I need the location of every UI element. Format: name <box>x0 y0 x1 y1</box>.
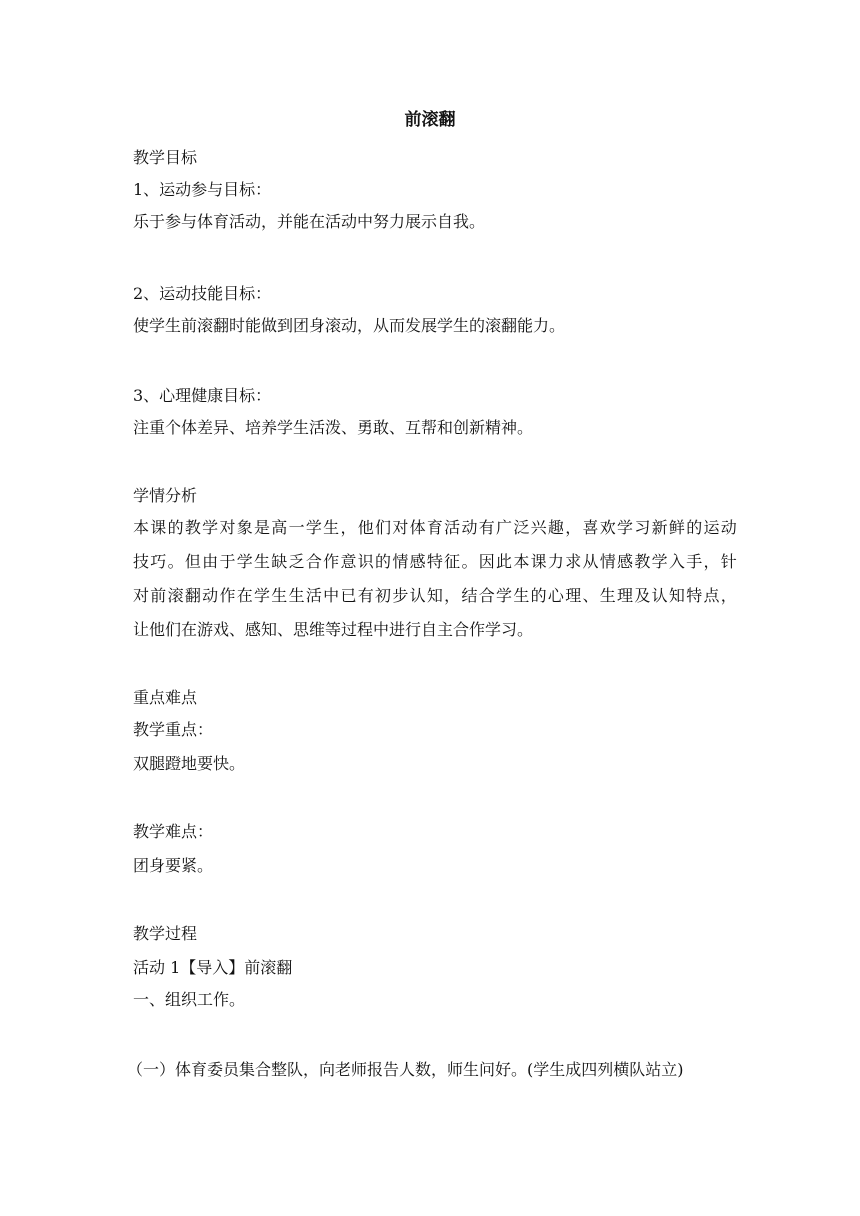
step-heading: 一、组织工作。 <box>133 990 246 1009</box>
goal-2-heading: 2、运动技能目标： <box>133 284 272 303</box>
section-heading-teaching-goals: 教学目标 <box>133 148 198 167</box>
goal-3-text: 注重个体差异、培养学生活泼、勇敢、互帮和创新精神。 <box>133 418 534 437</box>
difficulty-heading: 教学难点： <box>133 822 214 841</box>
paragraph-line: 本课的教学对象是高一学生，他们对体育活动有广泛兴趣，喜欢学习新鲜的运动 <box>133 518 737 537</box>
key-point-text: 双腿蹬地要快。 <box>133 754 246 773</box>
paragraph-line: 让他们在游戏、感知、思维等过程中进行自主合作学习。 <box>133 620 534 639</box>
section-heading-teaching-process: 教学过程 <box>133 924 198 943</box>
paragraph-line: 技巧。但由于学生缺乏合作意识的情感特征。因此本课力求从情感教学入手，针 <box>133 552 737 571</box>
document-title: 前滚翻 <box>404 110 456 130</box>
key-point-heading: 教学重点： <box>133 720 214 739</box>
difficulty-text: 团身要紧。 <box>133 856 214 875</box>
goal-1-heading: 1、运动参与目标： <box>133 180 272 199</box>
step-text: （一）体育委员集合整队，向老师报告人数，师生问好。(学生成四列横队站立) <box>127 1060 684 1079</box>
section-heading-student-analysis: 学情分析 <box>133 486 198 505</box>
activity-heading: 活动 1【导入】前滚翻 <box>133 958 293 977</box>
goal-3-heading: 3、心理健康目标： <box>133 386 272 405</box>
goal-2-text: 使学生前滚翻时能做到团身滚动，从而发展学生的滚翻能力。 <box>133 316 566 335</box>
paragraph-line: 对前滚翻动作在学生生活中已有初步认知，结合学生的心理、生理及认知特点， <box>133 586 737 605</box>
goal-1-text: 乐于参与体育活动，并能在活动中努力展示自我。 <box>133 212 486 231</box>
section-heading-key-points: 重点难点 <box>133 688 198 707</box>
